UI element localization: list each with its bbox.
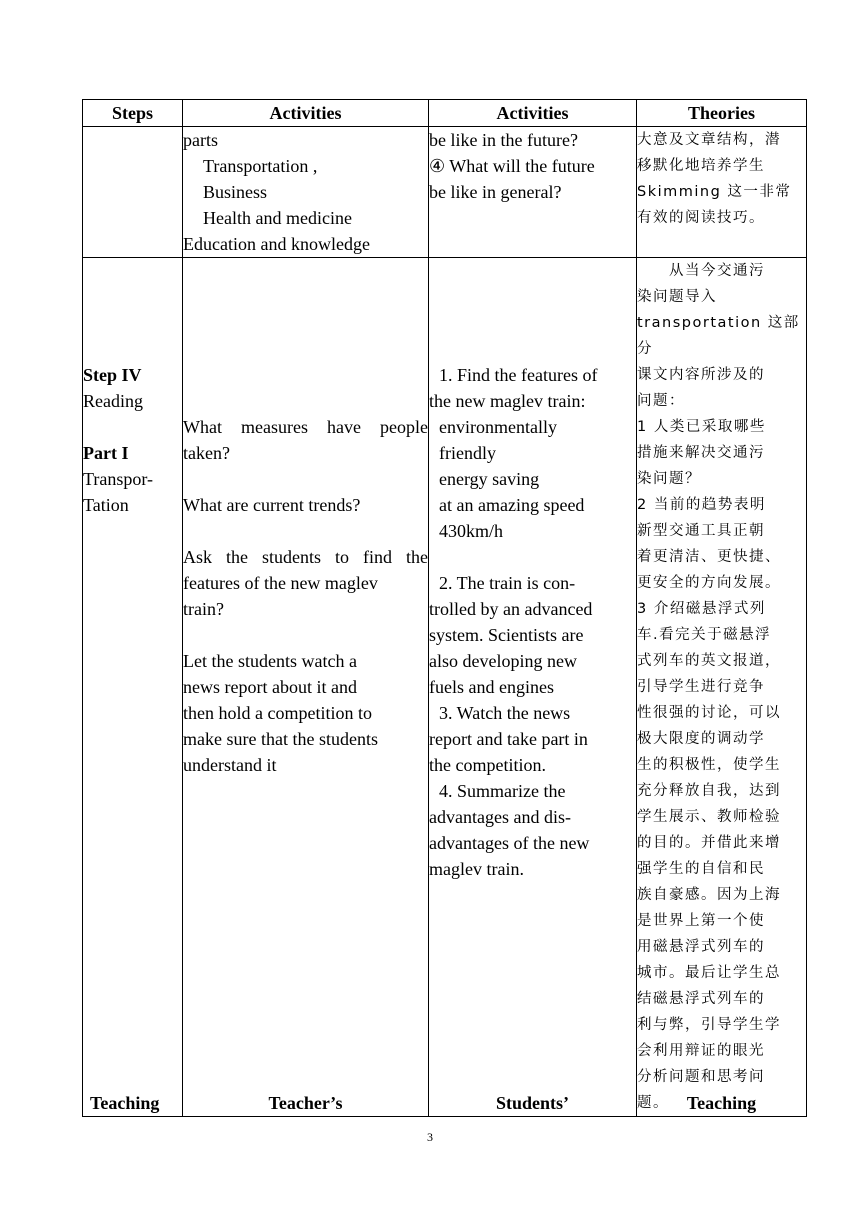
text-line: 移默化地培养学生: [637, 158, 765, 174]
step-item: maglev train.: [429, 859, 524, 879]
instruction-line: Let the students watch a: [183, 651, 357, 671]
theory-line: 充分释放自我，达到: [637, 783, 781, 799]
theory-line: 用磁悬浮式列车的: [637, 939, 765, 955]
text-line: 有效的阅读技巧。: [637, 210, 765, 226]
instruction-line: understand it: [183, 755, 277, 775]
step-item: the new maglev train:: [429, 391, 586, 411]
row2-theory-cell: [637, 258, 807, 1117]
row1-steps-cell: [83, 127, 183, 258]
row1-student-cell: [429, 127, 637, 258]
theory-line: 染问题？: [637, 471, 701, 487]
question-line: features of the new maglev: [183, 573, 378, 593]
step-item: 2. The train is con-: [439, 573, 576, 593]
theory-line: 会利用辩证的眼光: [637, 1043, 765, 1059]
text-line: be like in general?: [429, 182, 562, 202]
row1-theory-cell: [637, 127, 807, 258]
text-line: 大意及文章结构，潜: [637, 132, 781, 148]
feature-line: friendly: [439, 443, 496, 463]
theory-line: 问题：: [637, 393, 685, 409]
instruction-line: news report about it and: [183, 677, 357, 697]
text-line: Education and knowledge: [183, 234, 370, 254]
text-line: parts: [183, 130, 218, 150]
step-item: system. Scientists are: [429, 625, 584, 645]
part-label: Part I: [83, 443, 129, 463]
instruction-line: then hold a competition to: [183, 703, 372, 723]
theory-line: 生的积极性，使学生: [637, 757, 781, 773]
footer-teaching: Teaching: [686, 1093, 757, 1113]
theory-text: [637, 258, 806, 1116]
header-student-activities: Activities: [429, 100, 637, 127]
step-item: trolled by an advanced: [429, 599, 593, 619]
step-item: fuels and engines: [429, 677, 554, 697]
row2-steps-cell: [83, 258, 183, 1117]
footer-students: Students’: [495, 1093, 570, 1113]
theory-line: 3 介绍磁悬浮式列: [637, 601, 766, 617]
question-line: What measures have people: [183, 417, 428, 437]
text-line: ④ What will the future: [429, 156, 595, 176]
row1-teacher-cell: [183, 127, 429, 258]
theory-line: 式列车的英文报道，: [637, 653, 781, 669]
theory-line: 措施来解决交通污: [637, 445, 765, 461]
text-line: Business: [203, 182, 268, 202]
theory-line: transportation 这部分: [637, 315, 800, 357]
header-teacher-activities: Activities: [183, 100, 429, 127]
theory-line: 强学生的自信和民: [637, 861, 765, 877]
feature-line: at an amazing speed: [439, 495, 585, 515]
lesson-plan-table: [82, 99, 807, 1117]
theory-line: 题。: [637, 1095, 669, 1111]
theory-line: 1 人类已采取哪些: [637, 419, 766, 435]
topic-label: Transpor-: [83, 469, 153, 489]
theory-line: 引导学生进行竞争: [637, 679, 765, 695]
step-item: 3. Watch the news: [439, 703, 571, 723]
theory-line: 着更清洁、更快捷、: [637, 549, 781, 565]
table-row: [83, 258, 807, 1117]
step-item: advantages and dis-: [429, 807, 571, 827]
header-row: [83, 100, 807, 127]
theory-line: 染问题导入: [637, 289, 717, 305]
text-line: be like in the future?: [429, 130, 578, 150]
reading-label: Reading: [83, 391, 143, 411]
step-item: the competition.: [429, 755, 546, 775]
theory-line: 城市。最后让学生总: [637, 965, 781, 981]
feature-line: 430km/h: [439, 521, 504, 541]
theory-line: 的目的。并借此来增: [637, 835, 781, 851]
theory-line: 性很强的讨论，可以: [637, 705, 781, 721]
header-theories: Theories: [637, 100, 807, 127]
row2-teacher-cell: [183, 258, 429, 1117]
table-row: [83, 127, 807, 258]
footer-teaching: Teaching: [90, 1093, 160, 1113]
theory-line: 从当今交通污: [637, 263, 765, 279]
theory-line: 是世界上第一个使: [637, 913, 765, 929]
footer-teachers: Teacher’s: [268, 1093, 343, 1113]
row2-student-cell: [429, 258, 637, 1117]
text-line: Skimming 这一非常: [637, 184, 792, 200]
step-item: 4. Summarize the: [439, 781, 566, 801]
topic-label: Tation: [83, 495, 129, 515]
step-label: Step IV: [83, 365, 142, 385]
theory-line: 新型交通工具正朝: [637, 523, 765, 539]
theory-line: 课文内容所涉及的: [637, 367, 765, 383]
theory-line: 利与弊，引导学生学: [637, 1017, 781, 1033]
theory-line: 2 当前的趋势表明: [637, 497, 766, 513]
theory-line: 车.看完关于磁悬浮: [637, 627, 772, 643]
theory-line: 更安全的方向发展。: [637, 575, 781, 591]
theory-line: 族自豪感。因为上海: [637, 887, 781, 903]
theory-line: 学生展示、教师检验: [637, 809, 781, 825]
question-line: What are current trends?: [183, 495, 361, 515]
feature-line: environmentally: [439, 417, 557, 437]
step-item: advantages of the new: [429, 833, 590, 853]
step-item: report and take part in: [429, 729, 588, 749]
theory-line: 极大限度的调动学: [637, 731, 765, 747]
page-number: 3: [427, 1130, 433, 1144]
header-steps: Steps: [83, 100, 183, 127]
text-line: Transportation ,: [203, 156, 318, 176]
question-line: train?: [183, 599, 224, 619]
question-line: Ask the students to find the: [183, 547, 428, 567]
feature-line: energy saving: [439, 469, 540, 489]
step-item: also developing new: [429, 651, 577, 671]
instruction-line: make sure that the students: [183, 729, 378, 749]
theory-line: 分析问题和思考问: [637, 1069, 765, 1085]
step-item: 1. Find the features of: [439, 365, 598, 385]
theory-line: 结磁悬浮式列车的: [637, 991, 765, 1007]
question-line: taken?: [183, 443, 230, 463]
text-line: Health and medicine: [203, 208, 352, 228]
